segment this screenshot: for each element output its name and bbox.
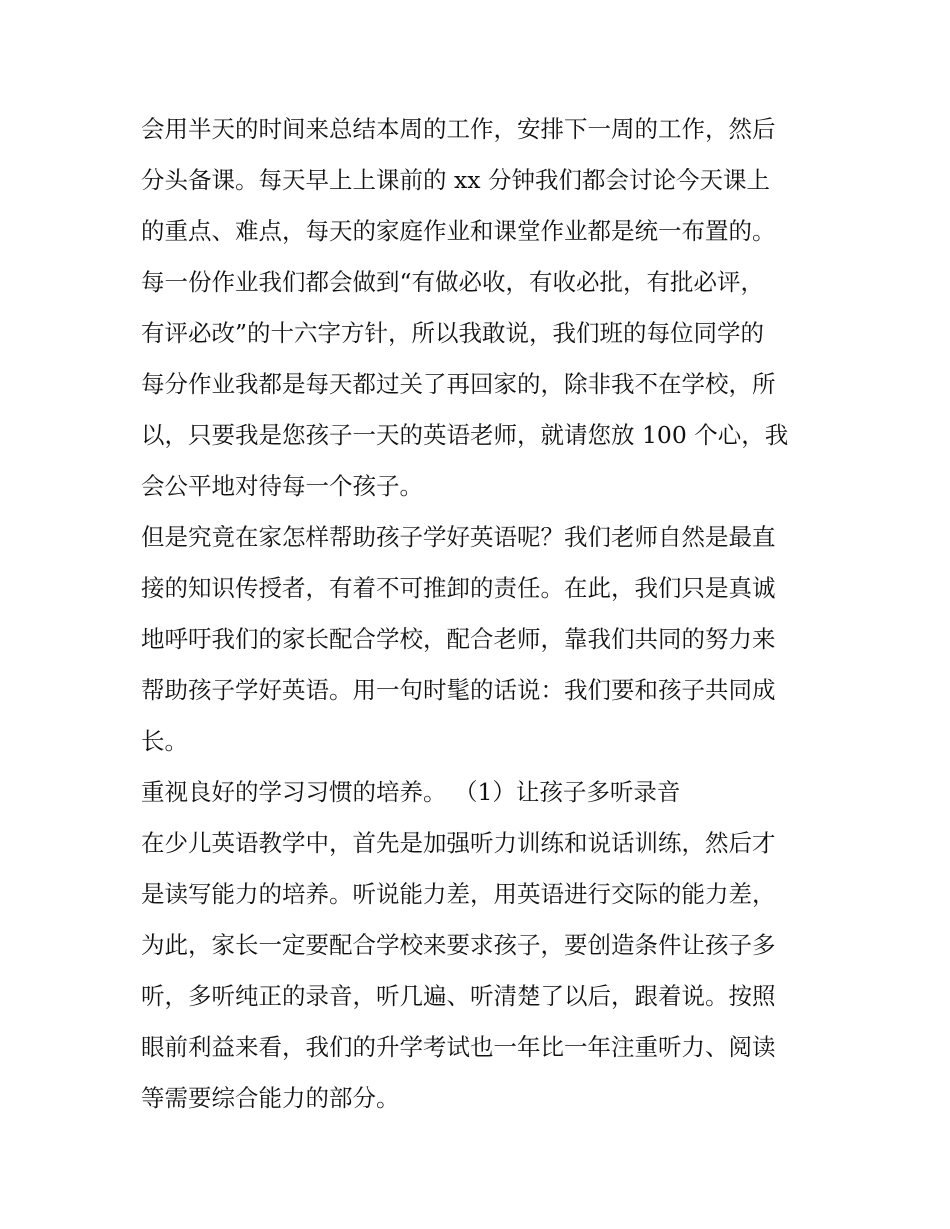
text-line: 地呼吁我们的家长配合学校，配合老师，靠我们共同的努力来 <box>141 625 776 653</box>
text-line: 听，多听纯正的录音，听几遍、听清楚了以后，跟着说。按照 <box>141 982 776 1010</box>
text-line: 接的知识传授者，有着不可推卸的责任。在此，我们只是真诚 <box>141 574 776 602</box>
text-line: 在少儿英语教学中，首先是加强听力训练和说话训练，然后才 <box>141 829 776 857</box>
text-line: 会公平地对待每一个孩子。 <box>141 472 423 500</box>
text-line: 长。 <box>141 727 188 755</box>
text-line: 的重点、难点，每天的家庭作业和课堂作业都是统一布置的。 <box>141 217 776 245</box>
text-line: 是读写能力的培养。听说能力差，用英语进行交际的能力差， <box>141 880 776 908</box>
text-line: 以，只要我是您孩子一天的英语老师，就请您放 100 个心，我 <box>141 421 789 449</box>
text-line: 会用半天的时间来总结本周的工作，安排下一周的工作，然后 <box>141 115 776 143</box>
text-line: 每一份作业我们都会做到“有做必收，有收必批，有批必评， <box>141 268 765 296</box>
text-line: 有评必改”的十六字方针，所以我敢说，我们班的每位同学的 <box>141 319 765 347</box>
text-line: 为此，家长一定要配合学校来要求孩子，要创造条件让孩子多 <box>141 931 776 959</box>
text-line: 分头备课。每天早上上课前的 xx 分钟我们都会讨论今天课上 <box>141 166 770 194</box>
body-text <box>141 104 821 1124</box>
text-line: 帮助孩子学好英语。用一句时髦的话说：我们要和孩子共同成 <box>141 676 776 704</box>
text-line: 但是究竟在家怎样帮助孩子学好英语呢？我们老师自然是最直 <box>141 523 776 551</box>
section-heading-line: 重视良好的学习习惯的培养。 （1）让孩子多听录音 <box>141 778 681 806</box>
text-line: 等需要综合能力的部分。 <box>141 1084 400 1112</box>
text-line: 每分作业我都是每天都过关了再回家的，除非我不在学校，所 <box>141 370 776 398</box>
text-line: 眼前利益来看，我们的升学考试也一年比一年注重听力、阅读 <box>141 1033 776 1061</box>
